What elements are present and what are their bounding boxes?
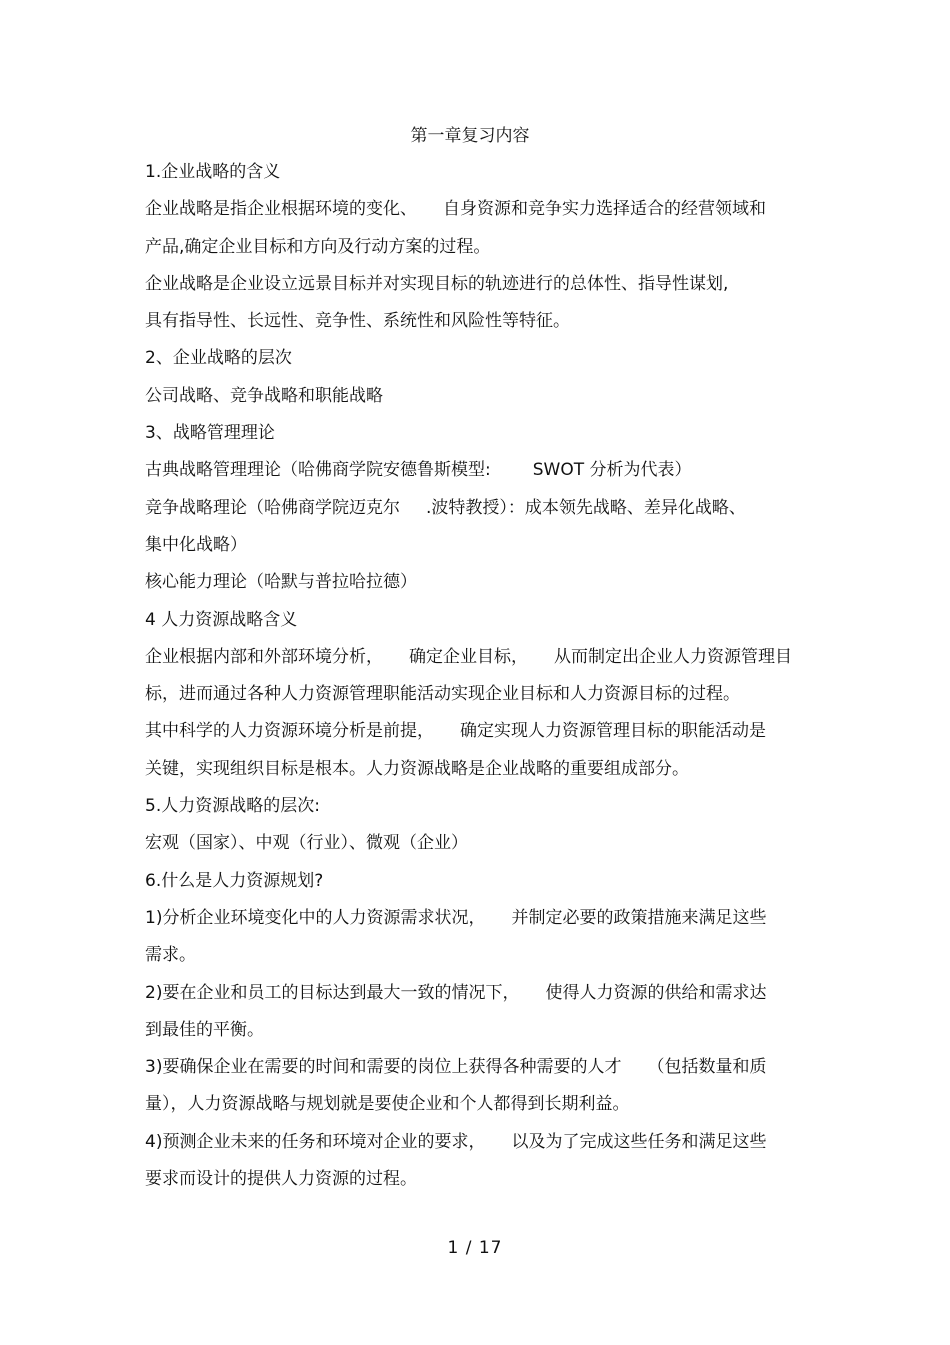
text-line: 4 人力资源战略含义 [145,609,298,630]
text-line: 1.企业战略的含义 [145,162,281,182]
text-line: 到最佳的平衡。 [145,1019,264,1040]
text-line: 5.人力资源战略的层次: [145,796,320,817]
text-line: 量），人力资源战略与规划就是要使企业和个人都得到长期利益。 [145,1094,630,1115]
text-line: 集中化战略） [145,534,247,555]
text-line: 核心能力理论（哈默与普拉哈拉德） [145,572,417,593]
text-line: 4)预测企业未来的任务和环境对企业的要求， 以及为了完成这些任务和满足这些 [145,1131,767,1152]
text-line: 企业战略是指企业根据环境的变化、 自身资源和竞争实力选择适合的经营领域和 [145,199,766,220]
text-line: 要求而设计的提供人力资源的过程。 [145,1169,417,1190]
text-line: 3、战略管理理论 [145,423,275,444]
text-line: 3)要确保企业在需要的时间和需要的岗位上获得各种需要的人才 （包括数量和质 [145,1057,767,1078]
text-line: 企业战略是企业设立远景目标并对实现目标的轨迹进行的总体性、指导性谋划, [145,273,729,294]
text-line: 宏观（国家）、中观（行业）、微观（企业） [145,833,468,854]
text-line: 标，进而通过各种人力资源管理职能活动实现企业目标和人力资源目标的过程。 [145,684,740,705]
page-number: 1 / 17 [447,1238,503,1258]
text-line: 产品,确定企业目标和方向及行动方案的过程。 [145,236,491,257]
text-line: 具有指导性、长远性、竞争性、系统性和风险性等特征。 [145,311,570,332]
text-line: 1)分析企业环境变化中的人力资源需求状况， 并制定必要的政策措施来满足这些 [145,907,767,928]
text-line: 公司战略、竞争战略和职能战略 [145,385,383,406]
text-line: 关键，实现组织目标是根本。人力资源战略是企业战略的重要组成部分。 [145,758,689,779]
text-line: 2、企业战略的层次 [145,348,292,369]
text-line: 6.什么是人力资源规划? [145,870,324,891]
text-line: 2)要在企业和员工的目标达到最大一致的情况下， 使得人力资源的供给和需求达 [145,982,767,1003]
text-line: 古典战略管理理论（哈佛商学院安德鲁斯模型: SWOT 分析为代表） [145,460,692,481]
document-body [145,160,805,1204]
text-line: 其中科学的人力资源环境分析是前提， 确定实现人力资源管理目标的职能活动是 [145,721,766,742]
text-line: 企业根据内部和外部环境分析， 确定企业目标， 从而制定出企业人力资源管理目 [145,646,792,667]
text-line: 竞争战略理论（哈佛商学院迈克尔 .波特教授）：成本领先战略、差异化战略、 [145,497,746,518]
text-line: 需求。 [145,945,196,966]
page-title: 第一章复习内容 [410,126,530,146]
